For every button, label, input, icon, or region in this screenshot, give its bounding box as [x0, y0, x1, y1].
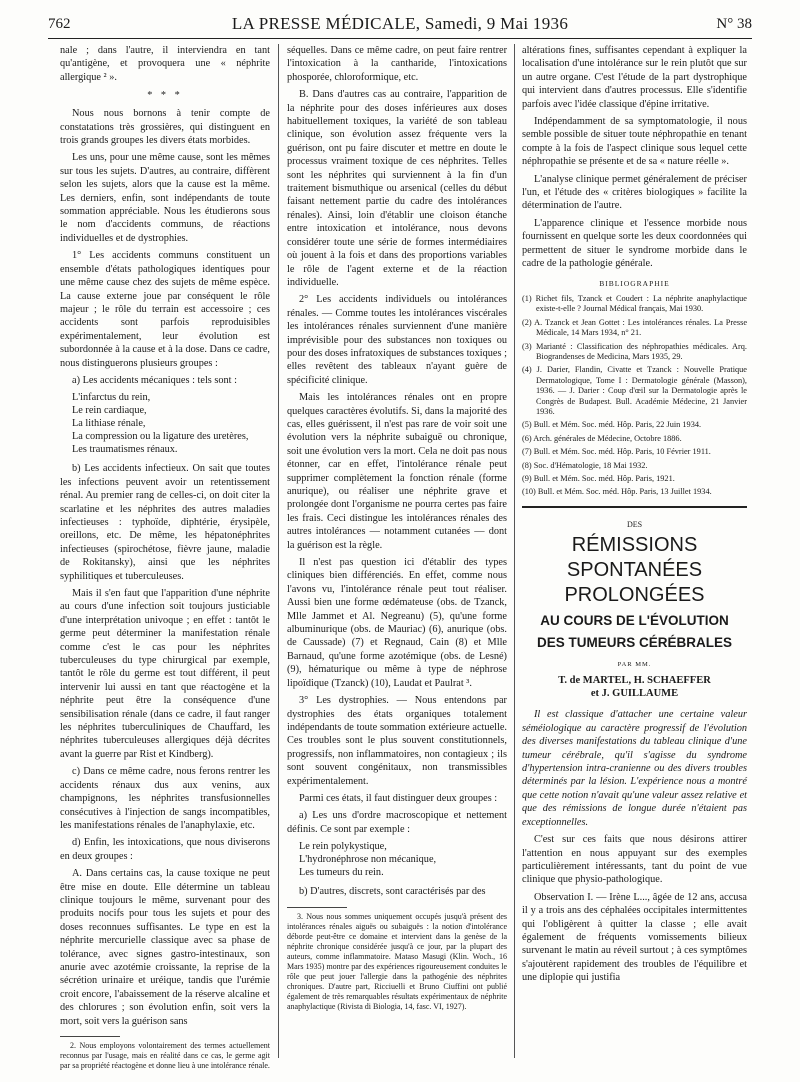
paragraph: a) Les accidents mécaniques : tels sont : [72, 374, 237, 386]
paragraph: L'analyse clinique permet généralement de préciser l'un, et l'étude des « critères biologiques » facilite la détermination de l'autre. [522, 173, 747, 212]
footnote: 3. Nous nous sommes uniquement occupés jusqu'à présent des intolérances rénales aiguës ou subaiguës : la notion d'intolérance déborde peut-être ce domaine et intervient dans la genèse de la néphrite chronique considérée jusqu'à ce jour, par la plupart des auteurs, comme inflammatoire. Mataso Masugi (Klin. Woch., 16 Mars 1935) montre par des expériences rigoureusement conduites le rôle que peut jouer l'allergie dans la pathogénie des néphrites chroniques. D'autre part, Ricciuelli et Bruno Ciuffini ont publié également de très remarquables résultats expérimentaux de néphrite anaphylactique (Rivista di Biologia, 14, fasc. VI, 1927). [287, 911, 507, 1011]
paragraph: Parmi ces états, il faut distinguer deux groupes : [299, 792, 498, 804]
section-separator: * * * [147, 90, 183, 102]
paragraph: nale ; dans l'autre, il interviendra en tant qu'antigène, et provoquera une « néphrite allergique ² ». [60, 45, 270, 83]
list-item: La compression ou la ligature des uretères, [72, 431, 249, 443]
article-divider [522, 506, 747, 508]
paragraph: Mais les intolérances rénales ont en propre quelques caractères évolutifs. Si, dans la majorité des cas, elles guérissent, il n'est pas rare de voir soit une évolution vers la néphrite subaiguë ou chronique, soit une évolution vers la mort. Cela ne doit pas nous étonner, car en effet, l'intolérance rénale peut supprimer complètement la fonction rénale (forme anurique), ou réaliser une néphrite grave et prolongée dont l'organisme ne pourra certes pas faire les frais. Ceci distingue les intolérances rénales des autres intolérances — notamment cutanées — dont la guérison est la règle. [287, 392, 507, 551]
column-2 [287, 44, 507, 1058]
paragraph: séquelles. Dans ce même cadre, on peut faire rentrer l'intoxication à la cantharide, l'intoxications phosporée, chloroformique, etc. [287, 45, 507, 83]
paragraph: Il est classique d'attacher une certaine valeur séméiologique au caractère progressif de l'évolution des diverses manifestations du tableau clinique d'une tumeur cérébrale, qu'il s'agisse du syndrome d'hypertension intra-cranienne ou des divers troubles déterminés par la lésion. L'expérience nous a montré que cette notion n'avait qu'une valeur assez relative et que des rémissions de longue durée n'étaient pas exceptionnelles. [522, 709, 747, 828]
paragraph: c) Dans ce même cadre, nous ferons rentrer les accidents rénaux dus aux venins, aux champignons, les néphrites transfusionnelles consécutives à l'injection de sangs incompatibles, les manifestations rénales de l'anaphylaxie, etc. [60, 766, 270, 831]
article-authors: et J. GUILLAUME [590, 688, 679, 700]
header-rule [48, 38, 752, 39]
paragraph: Il n'est pas question ici d'établir des types cliniques bien différenciés. En effet, comme nous l'avons vu, l'intolérance rénale peut tout réaliser. Aussi bien une forme œdémateuse (obs. de Tzanck, Mlle Jammet et Al. Negreanu) (5), qu'une forme albuminurique (obs. de Mauriac) (6), anurique (obs. de Caussade) (7) et Regnaud, Cain (8) et Mlle Barnaud, qu'une forme azotémique (obs. de Lesné) (9), hématurique ou même à type de néphrose lipoïdique (Tzanck) (10), Laudat et Paulrat ³. [287, 557, 507, 689]
column-divider [278, 44, 279, 1058]
article-title-line: RÉMISSIONS SPONTANÉES [566, 534, 703, 582]
column-1 [60, 44, 270, 1070]
list-item: Le rein polykystique, [299, 841, 387, 853]
running-header [48, 12, 752, 38]
paragraph: B. Dans d'autres cas au contraire, l'apparition de la néphrite pour des doses inférieures aux doses habituellement toxiques, la variété de son tableau clinique, son évolution assez fréquente vers la guérison, ont pu faire discuter et mettre en doute le processus vraiment toxique de ces néphrites. Telles sont les néphrites qui surviennent à la fin d'un traitement bismuthique ou arsenical (celles du début faisant nettement partie du cadre des intolérances rénales). Ainsi, loin d'établir une cloison étanche entre intoxication et intolérance, nous devons considérer toute une série de formes intermédiaires où jouent à la fois et dans des proportions variables le rôle de l'agent externe et de la réaction individuelle. [287, 89, 507, 288]
list-item: L'hydronéphrose non mécanique, [299, 854, 437, 866]
article-subtitle-line: AU COURS DE L'ÉVOLUTION [540, 613, 729, 629]
list-item: La lithiase rénale, [72, 418, 146, 430]
page-number: 762 [48, 16, 71, 32]
list-item: L'infarctus du rein, [72, 392, 151, 404]
bibliography-entry: (7) Bull. et Mém. Soc. méd. Hôp. Paris, 10 Février 1911. [522, 447, 711, 457]
footnote-rule [287, 907, 347, 908]
paragraph: Les uns, pour une même cause, sont les mêmes sur tous les sujets. D'autres, au contraire, diffèrent selon les sujets, alors que la cause est la même. Les derniers, enfin, sont indépendants de toute sommation appréciable. Nous les étudierons sous le nom d'accidents communs, de réactions individuelles et de dystrophies. [60, 152, 270, 244]
paragraph: Nous nous bornons à tenir compte de constatations très grossières, qui distinguent en trois grands groupes les divers états morbides. [60, 108, 270, 147]
paragraph: 1° Les accidents communs constituent un ensemble d'états pathologiques identiques pour une même cause chez des sujets de même espèce. La cause externe joue par conséquent le rôle majeur ; le rôle du terrain est accessoire ; ces accidents sont parfois reproduisibles expérimentalement, leur évolution est subordonnée à la cause et à la dose. Dans ce cadre, nous distinguerons plusieurs groupes : [60, 250, 270, 369]
bibliography-entry: (5) Bull. et Mém. Soc. méd. Hôp. Paris, 22 Juin 1934. [522, 420, 702, 430]
bibliography-entry: (1) Richet fils, Tzanck et Coudert : La néphrite anaphylactique existe-t-elle ? Journal Médical français, Mai 1930. [522, 293, 747, 314]
paragraph: Observation I. — Irène L..., âgée de 12 ans, accusa il y a trois ans des céphalées occipitales intermittentes qui l'obligèrent à quitter la classe ; elle avait également de fréquents vomissements bilieux survenant le matin au réveil surtout ; à ces symptômes s'ajoutèrent rapidement des troubles de l'équilibre et une diplopie qui justifia [522, 891, 747, 984]
article-heading [522, 518, 747, 701]
article-subtitle-line: DES TUMEURS CÉRÉBRALES [536, 635, 733, 651]
paragraph: altérations fines, suffisantes cependant à expliquer la localisation d'une intolérance sur le rein plutôt que sur un autre organe. C'est l'étude de la part dystrophique qui intervient dans d'autres processus. Elle s'identifie parfois avec l'idée classique d'épine irritative. [522, 45, 747, 110]
bibliography-entry: (3) Marianté : Classification des néphropathies médicales. Arq. Biograndenses de Medicina, Mars 1935, 29. [522, 341, 747, 361]
footnote-rule [60, 1036, 120, 1037]
bibliography-entry: (4) J. Darier, Flandin, Civatte et Tzanck : Nouvelle Pratique Dermatologique, Tome I : Dermatologie générale (Masson), 1936. — J. Darier : Coup d'œil sur la Dermatologie après le Congrès de Budapest. Bull. Académie Médecine, 21 Janvier 1936. [522, 365, 747, 416]
paragraph: L'apparence clinique et l'essence morbide nous fournissent en quelque sorte les deux coordonnées qui permettent de situer le syndrome morbide dans le cadre de la pathologie générale. [522, 217, 747, 270]
bibliography-entry: (2) A. Tzanck et Jean Gottet : Les intolérances rénales. La Presse Médicale, 14 Mars 1934, n° 21. [522, 317, 747, 338]
list-item: Le rein cardiaque, [72, 405, 147, 417]
paragraph: 2° Les accidents individuels ou intolérances rénales. — Comme toutes les intolérances viscérales les intolérances rénales surviennent d'une manière imprévisible pour des substances non toxiques ou pour des doses infratoxiques de substances toxiques ; elles revêtent des tableaux n'ayant guère de spécificité clinique. [287, 294, 507, 386]
paragraph: Mais il s'en faut que l'apparition d'une néphrite au cours d'une infection soit toujours justiciable d'une interprétation univoque ; en effet : tantôt le germe peut déterminer la manifestation rénale comme c'est le cas pour les néphrites tuberculeuses du type chirurgical par exemple, tantôt le rôle du germe est tout différent, il peut intervenir lui aussi en tant que réactogène et la néphrite peut être la conséquence d'une sensibilisation rénale (dans ce cadre, il faut ranger les néphrites tuberculiniques de Chauffard, les néphrites tuberculeuses allergiques déjà décrites avant la guerre par Rist et Kindberg). [60, 588, 270, 760]
bibliography [522, 294, 747, 498]
footnote: 2. Nous employons volontairement des termes actuellement reconnus par l'usage, mais en réalité dans ce cas, le germe agit par sa propriété réactogène et donne lieu à une intolérance rénale. [60, 1041, 270, 1070]
bibliography-entry: (10) Bull. et Mém. Soc. méd. Hôp. Paris, 13 Juillet 1934. [522, 487, 712, 497]
list-item: Les tumeurs du rein. [299, 867, 384, 879]
issue-number: N° 38 [716, 16, 752, 32]
paragraph: a) Les uns d'ordre macroscopique et nettement définis. Ce sont par exemple : [287, 810, 507, 835]
journal-title: LA PRESSE MÉDICALE, Samedi, 9 Mai 1936 [231, 14, 569, 33]
article-heading-prefix: DES [626, 519, 643, 529]
bibliography-entry: (8) Soc. d'Hématologie, 18 Mai 1932. [522, 460, 648, 470]
byline-prefix: PAR MM. [617, 661, 652, 669]
list-item: Les traumatismes rénaux. [72, 444, 178, 456]
bibliography-heading: BIBLIOGRAPHIE [599, 278, 670, 288]
paragraph: Indépendamment de sa symptomatologie, il nous semble possible de situer toute néphropathie en tenant compte à la fois de l'aspect clinique sous lequel cette néphropathie se présente et de sa « nature réelle ». [522, 116, 747, 168]
paragraph: d) Enfin, les intoxications, que nous diviserons en deux groupes : [60, 837, 270, 862]
article-title-line: PROLONGÉES [564, 584, 705, 607]
bibliography-entry: (9) Bull. et Mém. Soc. méd. Hôp. Paris, 1921. [522, 474, 675, 483]
paragraph: A. Dans certains cas, la cause toxique ne peut être mise en doute. Elle détermine un tableau clinique toujours le même, survenant pour des produits nocifs pour tous les sujets et pour des doses reconnues suffisantes. Le type en est la néphrite mercurielle classique avec sa phase de tolérance, avec signes gastro-intestinaux, son anurie avec azotémie croissante, la reprise de la sécrétion urinaire et uréique, tandis que l'urémie croit encore, l'abaissement de la réserve alcaline et des chlorures ; son évolution enfin, soit vers la mort, soit vers la guérison sans [60, 868, 270, 1027]
bibliography-entry: (6) Arch. générales de Médecine, Octobre 1886. [522, 433, 682, 443]
paragraph: C'est sur ces faits que nous désirons attirer l'attention en nous appuyant sur des exemples particulièrement intéressants, tant du point de vue clinique que physio-pathologique. [522, 834, 747, 886]
column-3 [522, 44, 747, 1058]
list [299, 840, 507, 879]
article-authors: T. de MARTEL, H. SCHAEFFER [558, 674, 711, 686]
paragraph: 3° Les dystrophies. — Nous entendons par dystrophies des états organiques totalement indépendants de toute sommation extérieure actuelle. Ces troubles sont le plus souvent constitutionnels, progressifs, non inflammatoires, non contagieux ; ils sont souvent congénitaux, non transmissibles expérimentalement. [287, 695, 507, 787]
paragraph: b) D'autres, discrets, sont caractérisés par des [299, 886, 486, 898]
column-divider [514, 44, 515, 1058]
paragraph: b) Les accidents infectieux. On sait que toutes les infections peuvent avoir un retentissement rénal. Au premier rang de celles-ci, on doit citer la scarlatine et les néphrites des autres maladies infectieuses : typhoïde, diphtérie, érysipèle, oreillons, etc. De même, les hépatonéphrites infectieuses (spirochétose, fièvre jaune, maladie de Rokitansky), ainsi que les néphrites syphilitiques et tuberculeuses. [60, 463, 270, 582]
list [72, 391, 270, 456]
